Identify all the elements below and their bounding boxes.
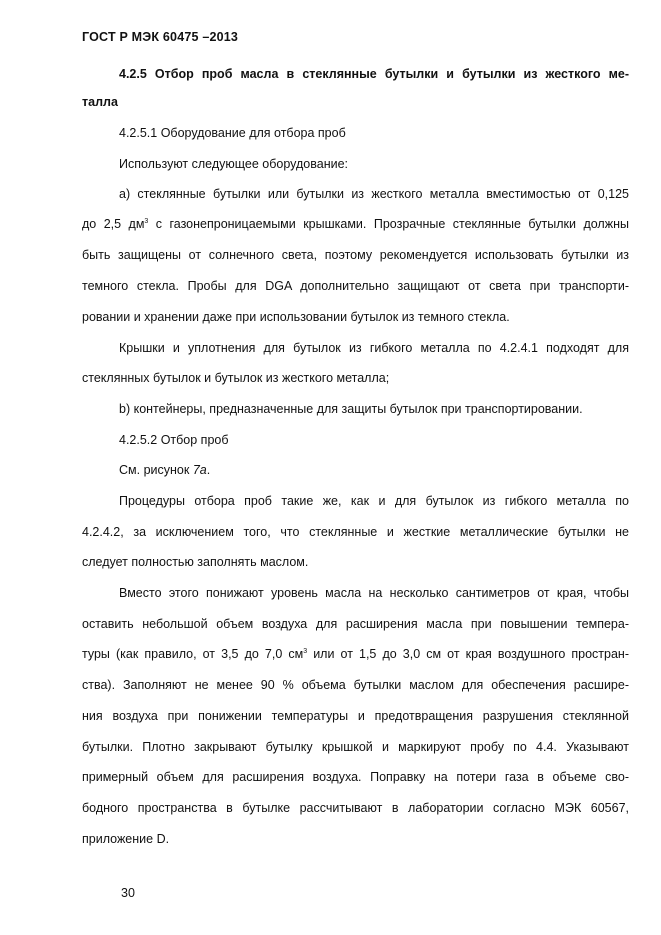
document-header: ГОСТ Р МЭК 60475 –2013: [82, 30, 239, 44]
subsection-heading: 4.2.5.1 Оборудование для отбора проб: [119, 126, 346, 140]
paragraph-line: оставить небольшой объем воздуха для расширения масла при повышении темпера-: [82, 617, 629, 631]
paragraph-line: ства). Заполняют не менее 90 % объема бутылки маслом для обеспечения расшире-: [82, 678, 629, 692]
paragraph-line: следует полностью заполнять маслом.: [82, 555, 309, 569]
paragraph-line: ния воздуха при понижении температуры и предотвращения разрушения стеклянной: [82, 709, 629, 723]
figure-reference: См. рисунок 7а.: [119, 463, 211, 477]
paragraph-line: бодного пространства в бутылке рассчитывают в лаборатории согласно МЭК 60567,: [82, 801, 629, 815]
paragraph-line: Процедуры отбора проб такие же, как и для бутылок из гибкого металла по: [119, 494, 629, 508]
list-item-a-line: а) стеклянные бутылки или бутылки из жесткого металла вместимостью от 0,125: [119, 187, 629, 201]
list-item-b: b) контейнеры, предназначенные для защиты бутылок при транспортировании.: [119, 402, 583, 416]
list-item-a-line: темного стекла. Пробы для DGA дополнительно защищают от света при транспорти-: [82, 279, 629, 293]
paragraph-line: примерный объем для расширения воздуха. Поправку на потери газа в объеме сво-: [82, 770, 629, 784]
paragraph-line: Крышки и уплотнения для бутылок из гибкого металла по 4.2.4.1 подходят для: [119, 341, 629, 355]
paragraph-line: Вместо этого понижают уровень масла на несколько сантиметров от края, чтобы: [119, 586, 629, 600]
paragraph-line: бутылки. Плотно закрывают бутылку крышкой и маркируют пробу по 4.4. Указывают: [82, 740, 629, 754]
subsection-heading: 4.2.5.2 Отбор проб: [119, 433, 229, 447]
superscript: 3: [144, 218, 149, 225]
page-number: 30: [121, 886, 135, 900]
paragraph-line: стеклянных бутылок и бутылок из жесткого металла;: [82, 371, 390, 385]
superscript: 3: [303, 648, 308, 655]
section-title-line: 4.2.5 Отбор проб масла в стеклянные бутылки и бутылки из жесткого ме-: [119, 67, 629, 81]
paragraph-line: туры (как правило, от 3,5 до 7,0 $см^3$ или от 1,5 до 3,0 см от края воздушного простран-: [82, 647, 630, 661]
list-item-a-line: быть защищены от солнечного света, поэтому рекомендуется использовать бутылки из: [82, 248, 629, 262]
paragraph-line: приложение D.: [82, 832, 170, 846]
list-item-a-line: до 2,5 $дм^3$ с газонепроницаемыми крышками. Прозрачные стеклянные бутылки должны: [82, 217, 629, 231]
list-item-a-line: ровании и хранении даже при использовании бутылок из темного стекла.: [82, 310, 510, 324]
paragraph-line: 4.2.4.2, за исключением того, что стеклянные и жесткие металлические бутылки не: [82, 525, 629, 539]
section-title-line: талла: [82, 95, 118, 109]
paragraph-line: Используют следующее оборудование:: [119, 157, 349, 171]
